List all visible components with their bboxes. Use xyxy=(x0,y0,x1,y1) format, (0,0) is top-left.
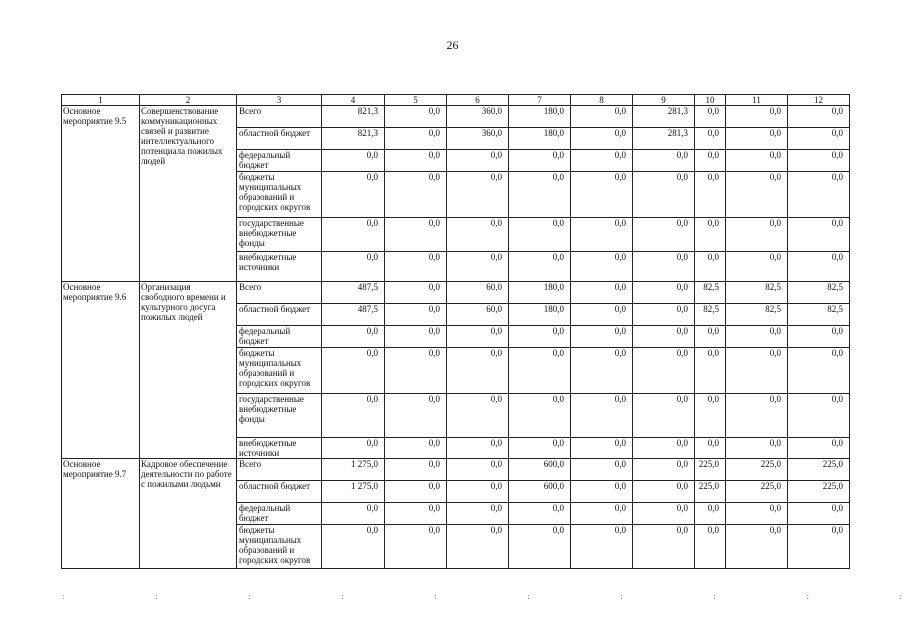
value-cell: 0,0 xyxy=(633,459,695,481)
value-cell: 0,0 xyxy=(509,348,571,394)
footer-mark: : xyxy=(341,592,344,601)
value-cell: 0,0 xyxy=(571,218,633,252)
header-cell: 9 xyxy=(633,95,695,106)
value-cell: 0,0 xyxy=(571,459,633,481)
value-cell: 0,0 xyxy=(571,304,633,326)
header-row xyxy=(62,95,850,106)
value-cell: 0,0 xyxy=(788,394,850,438)
value-cell: 360,0 xyxy=(447,106,509,128)
value-cell: 0,0 xyxy=(788,172,850,218)
value-cell: 82,5 xyxy=(788,304,850,326)
value-cell: 0,0 xyxy=(509,394,571,438)
value-cell: 0,0 xyxy=(322,218,385,252)
funding-source: федеральный бюджет xyxy=(237,503,322,525)
value-cell: 0,0 xyxy=(695,394,726,438)
value-cell: 0,0 xyxy=(571,172,633,218)
value-cell: 0,0 xyxy=(695,218,726,252)
value-cell: 0,0 xyxy=(695,525,726,569)
value-cell: 0,0 xyxy=(633,252,695,282)
value-cell: 0,0 xyxy=(322,252,385,282)
value-cell: 0,0 xyxy=(633,304,695,326)
value-cell: 0,0 xyxy=(385,128,447,150)
value-cell: 0,0 xyxy=(447,503,509,525)
funding-source: Всего xyxy=(237,459,322,481)
header-cell: 1 xyxy=(62,95,140,106)
value-cell: 1 275,0 xyxy=(322,459,385,481)
value-cell: 487,5 xyxy=(322,282,385,304)
value-cell: 0,0 xyxy=(322,172,385,218)
value-cell: 0,0 xyxy=(695,348,726,394)
value-cell: 0,0 xyxy=(633,394,695,438)
value-cell: 0,0 xyxy=(788,128,850,150)
value-cell: 225,0 xyxy=(788,481,850,503)
footer-marks xyxy=(62,592,902,601)
funding-source: Всего xyxy=(237,106,322,128)
footer-mark: : xyxy=(527,592,530,601)
value-cell: 0,0 xyxy=(447,172,509,218)
funding-source: бюджеты муниципальных образований и городских округов xyxy=(237,172,322,218)
value-cell: 0,0 xyxy=(571,150,633,172)
value-cell: 82,5 xyxy=(695,304,726,326)
value-cell: 0,0 xyxy=(788,252,850,282)
value-cell: 0,0 xyxy=(788,218,850,252)
footer-mark: : xyxy=(806,592,809,601)
value-cell: 0,0 xyxy=(788,348,850,394)
funding-source: областной бюджет xyxy=(237,304,322,326)
value-cell: 0,0 xyxy=(509,172,571,218)
header-cell: 12 xyxy=(788,95,850,106)
value-cell: 0,0 xyxy=(509,150,571,172)
value-cell: 0,0 xyxy=(726,525,788,569)
value-cell: 1 275,0 xyxy=(322,481,385,503)
value-cell: 0,0 xyxy=(385,218,447,252)
activity-title: Совершенствование коммуникационных связей и развитие интеллектуального потенциала пожилых людей xyxy=(140,106,237,282)
value-cell: 0,0 xyxy=(726,326,788,348)
value-cell: 82,5 xyxy=(788,282,850,304)
value-cell: 225,0 xyxy=(695,481,726,503)
value-cell: 600,0 xyxy=(509,459,571,481)
page-number: 26 xyxy=(446,38,459,52)
budget-table xyxy=(61,94,850,569)
value-cell: 0,0 xyxy=(726,150,788,172)
value-cell: 0,0 xyxy=(571,106,633,128)
value-cell: 821,3 xyxy=(322,128,385,150)
table-row xyxy=(62,106,850,128)
value-cell: 0,0 xyxy=(385,525,447,569)
value-cell: 0,0 xyxy=(385,150,447,172)
value-cell: 0,0 xyxy=(447,394,509,438)
funding-source: бюджеты муниципальных образований и городских округов xyxy=(237,348,322,394)
value-cell: 0,0 xyxy=(695,172,726,218)
value-cell: 180,0 xyxy=(509,282,571,304)
value-cell: 0,0 xyxy=(633,503,695,525)
value-cell: 0,0 xyxy=(447,525,509,569)
value-cell: 0,0 xyxy=(633,525,695,569)
funding-source: Всего xyxy=(237,282,322,304)
value-cell: 225,0 xyxy=(788,459,850,481)
value-cell: 0,0 xyxy=(571,503,633,525)
funding-source: бюджеты муниципальных образований и городских округов xyxy=(237,525,322,569)
value-cell: 0,0 xyxy=(633,481,695,503)
value-cell: 821,3 xyxy=(322,106,385,128)
value-cell: 180,0 xyxy=(509,304,571,326)
value-cell: 0,0 xyxy=(571,525,633,569)
activity-code: Основное мероприятие 9.5 xyxy=(62,106,140,282)
value-cell: 0,0 xyxy=(726,503,788,525)
value-cell: 0,0 xyxy=(509,503,571,525)
value-cell: 0,0 xyxy=(322,150,385,172)
value-cell: 0,0 xyxy=(633,348,695,394)
activity-title: Организация свободного времени и культурного досуга пожилых людей xyxy=(140,282,237,459)
value-cell: 0,0 xyxy=(788,106,850,128)
value-cell: 0,0 xyxy=(571,282,633,304)
value-cell: 0,0 xyxy=(385,172,447,218)
value-cell: 0,0 xyxy=(571,481,633,503)
value-cell: 281,3 xyxy=(633,128,695,150)
value-cell: 225,0 xyxy=(726,459,788,481)
value-cell: 0,0 xyxy=(509,326,571,348)
value-cell: 0,0 xyxy=(447,150,509,172)
value-cell: 0,0 xyxy=(788,438,850,459)
value-cell: 0,0 xyxy=(385,326,447,348)
value-cell: 0,0 xyxy=(633,282,695,304)
value-cell: 0,0 xyxy=(322,326,385,348)
header-cell: 4 xyxy=(322,95,385,106)
value-cell: 82,5 xyxy=(695,282,726,304)
header-cell: 8 xyxy=(571,95,633,106)
value-cell: 0,0 xyxy=(726,218,788,252)
value-cell: 0,0 xyxy=(571,438,633,459)
value-cell: 0,0 xyxy=(385,503,447,525)
table-row xyxy=(62,282,850,304)
header-cell: 5 xyxy=(385,95,447,106)
value-cell: 0,0 xyxy=(509,438,571,459)
value-cell: 0,0 xyxy=(695,503,726,525)
header-cell: 3 xyxy=(237,95,322,106)
value-cell: 0,0 xyxy=(322,503,385,525)
value-cell: 0,0 xyxy=(726,438,788,459)
value-cell: 0,0 xyxy=(447,218,509,252)
value-cell: 0,0 xyxy=(385,106,447,128)
value-cell: 0,0 xyxy=(633,218,695,252)
value-cell: 0,0 xyxy=(571,252,633,282)
value-cell: 0,0 xyxy=(385,252,447,282)
funding-source: внебюджетные источники xyxy=(237,438,322,459)
header-cell: 7 xyxy=(509,95,571,106)
value-cell: 0,0 xyxy=(726,106,788,128)
value-cell: 0,0 xyxy=(509,252,571,282)
value-cell: 0,0 xyxy=(509,218,571,252)
footer-mark: : xyxy=(713,592,716,601)
value-cell: 60,0 xyxy=(447,304,509,326)
value-cell: 60,0 xyxy=(447,282,509,304)
value-cell: 0,0 xyxy=(726,172,788,218)
value-cell: 0,0 xyxy=(385,282,447,304)
value-cell: 0,0 xyxy=(447,481,509,503)
value-cell: 0,0 xyxy=(726,348,788,394)
activity-code: Основное мероприятие 9.6 xyxy=(62,282,140,459)
activity-title: Кадровое обеспечение деятельности по работе с пожилыми людьми xyxy=(140,459,237,569)
value-cell: 487,5 xyxy=(322,304,385,326)
value-cell: 82,5 xyxy=(726,304,788,326)
value-cell: 0,0 xyxy=(447,348,509,394)
footer-mark: : xyxy=(248,592,251,601)
funding-source: областной бюджет xyxy=(237,128,322,150)
value-cell: 82,5 xyxy=(726,282,788,304)
value-cell: 0,0 xyxy=(726,252,788,282)
value-cell: 0,0 xyxy=(788,525,850,569)
value-cell: 0,0 xyxy=(509,525,571,569)
value-cell: 0,0 xyxy=(633,326,695,348)
value-cell: 0,0 xyxy=(695,438,726,459)
value-cell: 0,0 xyxy=(788,150,850,172)
value-cell: 0,0 xyxy=(788,326,850,348)
header-cell: 6 xyxy=(447,95,509,106)
funding-source: государственные внебюджетные фонды xyxy=(237,394,322,438)
header-cell: 11 xyxy=(726,95,788,106)
value-cell: 0,0 xyxy=(695,252,726,282)
value-cell: 0,0 xyxy=(385,304,447,326)
header-cell: 10 xyxy=(695,95,726,106)
value-cell: 225,0 xyxy=(726,481,788,503)
value-cell: 281,3 xyxy=(633,106,695,128)
value-cell: 0,0 xyxy=(571,394,633,438)
footer-mark: : xyxy=(620,592,623,601)
value-cell: 0,0 xyxy=(571,326,633,348)
value-cell: 0,0 xyxy=(447,438,509,459)
value-cell: 180,0 xyxy=(509,128,571,150)
value-cell: 0,0 xyxy=(695,326,726,348)
footer-mark: : xyxy=(434,592,437,601)
table-row xyxy=(62,459,850,481)
funding-source: государственные внебюджетные фонды xyxy=(237,218,322,252)
value-cell: 0,0 xyxy=(447,459,509,481)
value-cell: 0,0 xyxy=(695,150,726,172)
footer-mark: : xyxy=(155,592,158,601)
value-cell: 0,0 xyxy=(322,348,385,394)
funding-source: областной бюджет xyxy=(237,481,322,503)
value-cell: 0,0 xyxy=(633,150,695,172)
value-cell: 0,0 xyxy=(447,326,509,348)
footer-mark: : xyxy=(899,592,902,601)
activity-code: Основное мероприятие 9.7 xyxy=(62,459,140,569)
header-cell: 2 xyxy=(140,95,237,106)
footer-mark: : xyxy=(62,592,65,601)
value-cell: 0,0 xyxy=(726,128,788,150)
value-cell: 0,0 xyxy=(385,459,447,481)
value-cell: 0,0 xyxy=(571,348,633,394)
value-cell: 0,0 xyxy=(726,394,788,438)
value-cell: 0,0 xyxy=(322,394,385,438)
value-cell: 0,0 xyxy=(571,128,633,150)
value-cell: 0,0 xyxy=(385,394,447,438)
funding-source: внебюджетные источники xyxy=(237,252,322,282)
funding-source: федеральный бюджет xyxy=(237,326,322,348)
value-cell: 0,0 xyxy=(447,252,509,282)
value-cell: 0,0 xyxy=(695,106,726,128)
value-cell: 600,0 xyxy=(509,481,571,503)
value-cell: 0,0 xyxy=(788,503,850,525)
value-cell: 225,0 xyxy=(695,459,726,481)
value-cell: 0,0 xyxy=(322,525,385,569)
value-cell: 0,0 xyxy=(322,438,385,459)
funding-source: федеральный бюджет xyxy=(237,150,322,172)
value-cell: 0,0 xyxy=(633,172,695,218)
value-cell: 180,0 xyxy=(509,106,571,128)
value-cell: 0,0 xyxy=(385,481,447,503)
value-cell: 0,0 xyxy=(385,438,447,459)
value-cell: 0,0 xyxy=(695,128,726,150)
value-cell: 0,0 xyxy=(633,438,695,459)
value-cell: 360,0 xyxy=(447,128,509,150)
value-cell: 0,0 xyxy=(385,348,447,394)
